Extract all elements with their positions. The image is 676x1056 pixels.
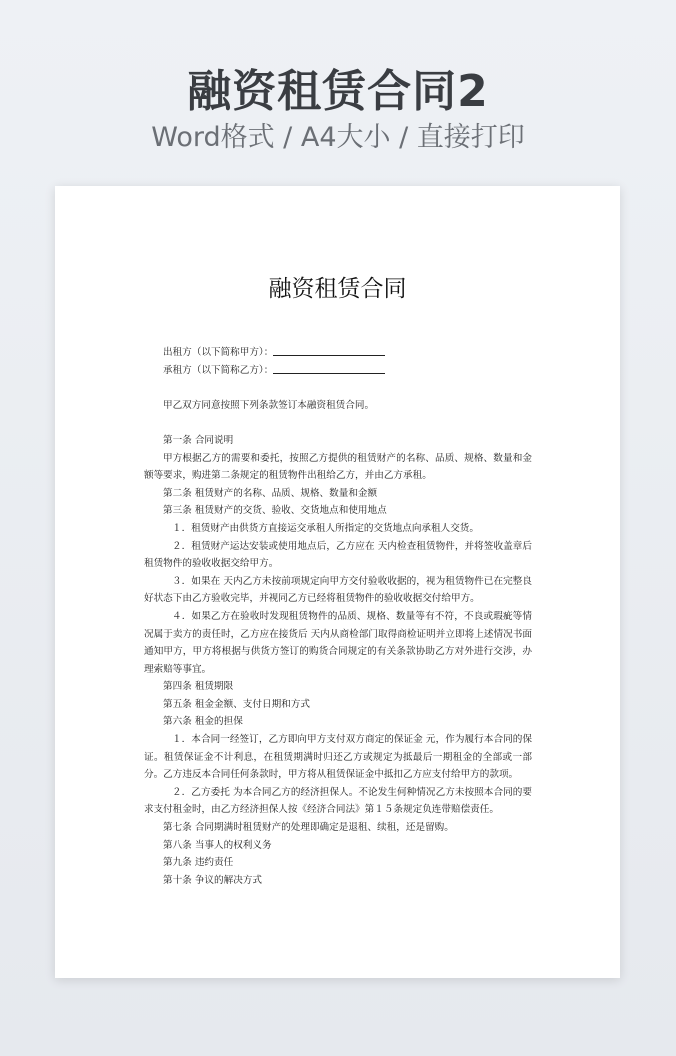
document-page xyxy=(55,186,620,978)
clause-3-item-4: ４．如果乙方在验收时发现租赁物件的品质、规格、数量等有不符，不良或瑕疵等情况属于卖方的责任时，乙方应在接货后 天内从商检部门取得商检证明并立即将上述情况书面通知甲方，甲方将根据与供货方签订的购货合同规定的有关条款协助乙方对外进行交涉，办理索赔等事宜。 xyxy=(144,610,532,675)
clause-1-text: 甲方根据乙方的需要和委托，按照乙方提供的租赁财产的名称、品质、规格、数量和金额等要求，购进第二条规定的租赁物件出租给乙方，并由乙方承租。 xyxy=(144,452,532,482)
party-a-blank xyxy=(273,344,385,356)
party-a-line xyxy=(144,344,532,362)
party-b-blank xyxy=(273,362,385,374)
clause-6-heading: 第六条 租金的担保 xyxy=(163,716,243,728)
clause-9-heading: 第九条 违约责任 xyxy=(163,857,234,869)
clause-6-item-1: １．本合同一经签订，乙方即向甲方支付双方商定的保证金 元，作为履行本合同的保证。租赁保证金不计利息，在租赁期满时归还乙方或规定为抵最后一期租金的全部或一部分。乙方违反本合同任何条款时，甲方将从租赁保证金中抵扣乙方应支付给甲方的款项。 xyxy=(144,734,532,781)
document-title: 融资租赁合同 xyxy=(268,276,407,302)
page-title: 融资租赁合同2 xyxy=(187,66,489,117)
clause-1-heading: 第一条 合同说明 xyxy=(163,434,234,446)
clause-8-heading: 第八条 当事人的权利义务 xyxy=(163,839,272,851)
page-subtitle: Word格式 / A4大小 / 直接打印 xyxy=(151,122,525,153)
clause-3-item-1: １．租赁财产由供货方直接运交承租人所指定的交货地点向承租人交货。 xyxy=(172,522,479,534)
clause-4-heading: 第四条 租赁期限 xyxy=(163,681,234,693)
clause-2-heading: 第二条 租赁财产的名称、品质、规格、数量和金额 xyxy=(163,487,378,499)
clause-5-heading: 第五条 租金金额、支付日期和方式 xyxy=(163,698,310,710)
party-a-label: 出租方（以下简称甲方）： xyxy=(163,347,274,358)
clause-6-item-2: ２．乙方委托 为本合同乙方的经济担保人。不论发生何种情况乙方未按照本合同的要求支付租金时，由乙方经济担保人按《经济合同法》第１５条规定负连带赔偿责任。 xyxy=(144,786,532,816)
clause-10-heading: 第十条 争议的解决方式 xyxy=(163,874,262,886)
party-b-line xyxy=(144,362,532,380)
clause-3-item-2: ２．租赁财产运达安装或使用地点后，乙方应在 天内检查租赁物件，并将签收盖章后租赁物件的验收收据交给甲方。 xyxy=(144,540,532,570)
clause-3-item-3: ３．如果在 天内乙方未按前项规定向甲方交付验收收据的，视为租赁物件已在完整良好状态下由乙方验收完毕，并视同乙方已经将租赁物件的验收收据交付给甲方。 xyxy=(144,575,532,605)
document-body xyxy=(144,344,532,889)
clause-7-heading: 第七条 合同期满时租赁财产的处理即确定是退租、续租，还是留购。 xyxy=(163,822,454,834)
party-b-label: 承租方（以下简称乙方）： xyxy=(163,364,274,376)
intro-text: 甲乙双方同意按照下列条款签订本融资租赁合同。 xyxy=(163,399,375,411)
clause-3-heading: 第三条 租赁财产的交货、验收、交货地点和使用地点 xyxy=(163,505,387,517)
